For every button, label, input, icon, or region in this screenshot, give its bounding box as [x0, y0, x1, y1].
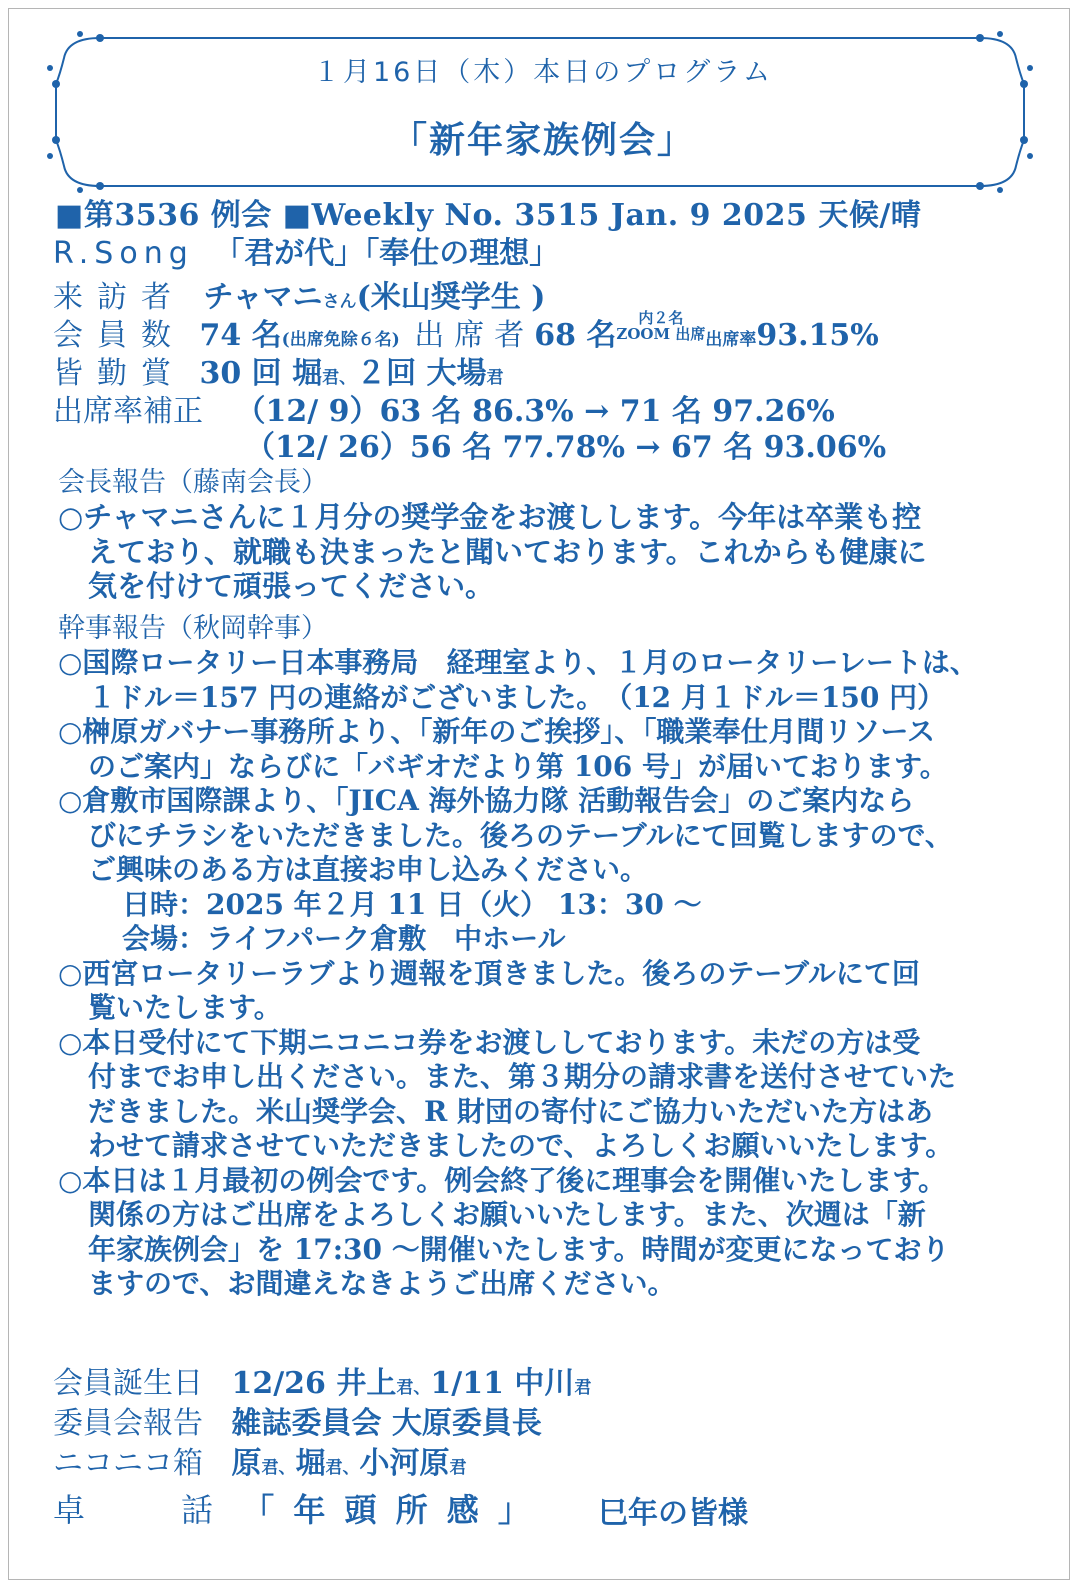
attendees-count: 68 名	[534, 318, 617, 353]
correction-row-1	[53, 394, 835, 430]
nikoniko-1: 原	[231, 1446, 262, 1481]
perfect-row	[53, 356, 504, 396]
members-count: 74 名	[199, 318, 282, 353]
song-label: R.Song	[53, 236, 194, 271]
visitor-row	[53, 280, 545, 320]
secretary-line: 付までお申し出ください。また、第３期分の請求書を送付させていた	[88, 1060, 957, 1093]
nikoniko-label: ニコニコ箱	[53, 1446, 203, 1481]
secretary-line: わせて請求させていただきましたので、よろしくお願いいたします。	[88, 1129, 954, 1162]
members-row	[53, 309, 879, 358]
secretary-line: びにチラシをいただきました。後ろのテーブルにて回覧しますので、	[88, 818, 953, 852]
nikoniko-3: 小河原	[359, 1446, 450, 1481]
president-line: ○チャマニさんに１月分の奨学金をお渡しします。今年は卒業も控	[58, 500, 922, 534]
speech-row	[53, 1490, 534, 1530]
secretary-line: 年家族例会」を 17:30 ～開催いたします。時間が変更になっており	[88, 1232, 950, 1266]
event-venue: 会場：ライフパーク倉敷 中ホール	[122, 922, 566, 955]
birthday-b: 1/11 中川	[430, 1366, 575, 1401]
secretary-line: 覧いたします。	[88, 991, 282, 1024]
visitor-note: (米山奨学生 )	[356, 280, 546, 315]
nikoniko-1-suffix: 君、	[261, 1458, 296, 1478]
secretary-line: ますので、お間違えなきようご出席ください。	[88, 1267, 676, 1300]
zoom-note	[616, 310, 705, 342]
secretary-line: だきました。米山奨学会、R 財団の寄付にご協力いただいた方はあ	[88, 1094, 934, 1128]
program-line: １月16日（木）本日のプログラム	[312, 57, 774, 88]
secretary-line: ○倉敷市国際課より、「JICA 海外協力隊 活動報告会」のご案内なら	[58, 784, 915, 817]
birthday-row	[53, 1366, 591, 1406]
secretary-line: のご案内」ならびに「バギオだより第 106 号」が届いております。	[88, 749, 948, 783]
nikoniko-row	[53, 1446, 466, 1486]
attendees-label: 出席者	[414, 318, 535, 353]
nikoniko-3-suffix: 君	[449, 1458, 467, 1478]
president-line: えており、就職も決まったと聞いております。これからも健康に	[88, 534, 927, 569]
secretary-line: 関係の方はご出席をよろしくお願いいたします。また、次週は「新	[88, 1198, 926, 1231]
committee-label: 委員会報告	[53, 1406, 203, 1441]
visitor-name: チャマニ	[203, 280, 323, 315]
president-line: 気を付けて頑張ってください。	[88, 569, 495, 603]
visitor-label: 来訪者	[53, 280, 185, 315]
secretary-line: １ドル＝157 円の連絡がございました。 （12 月１ドル＝150 円）	[88, 680, 946, 714]
song-row	[53, 236, 559, 272]
speech-sub: 巳年の皆様	[598, 1496, 748, 1531]
president-heading: 会長報告（藤南会長）	[58, 467, 328, 498]
secretary-line: ご興味のある方は直接お申し込みください。	[88, 853, 649, 886]
perfect-a: 30 回 堀	[199, 356, 323, 391]
members-note: (出席免除６名)	[281, 330, 400, 350]
birthday-b-suffix: 君	[574, 1378, 592, 1398]
visitor-honorific: さん	[322, 292, 357, 312]
perfect-label: 皆勤賞	[53, 356, 185, 391]
speech-label-a: 卓	[53, 1491, 86, 1529]
correction-label: 出席率補正	[53, 394, 203, 429]
birthday-a: 12/26 井上	[231, 1366, 397, 1401]
correction-1: （12/ 9）63 名 86.3% → 71 名 97.26%	[235, 394, 835, 429]
secretary-line: ○西宮ロータリーラブより週報を頂きました。後ろのテーブルにて回	[58, 956, 920, 990]
secretary-line: ○本日受付にて下期ニコニコ券をお渡ししております。未だの方は受	[58, 1025, 921, 1059]
event-date: 日時：2025 年２月 11 日（火） 13：30 ～	[122, 887, 702, 921]
secretary-heading: 幹事報告（秋岡幹事）	[58, 613, 328, 644]
song-value: 「君が代」「奉仕の理想」	[214, 236, 560, 271]
perfect-b-suffix: 君	[486, 368, 504, 388]
committee-row	[53, 1406, 542, 1442]
zoom-note-top: 内２名	[638, 309, 684, 327]
secretary-line: ○本日は１月最初の例会です。例会終了後に理事会を開催いたします。	[58, 1163, 946, 1197]
nikoniko-2: 堀	[295, 1446, 326, 1481]
zoom-note-bottom: ZOOM 出席	[616, 325, 706, 343]
correction-2: （12/ 26）56 名 77.78% → 67 名 93.06%	[245, 430, 887, 465]
rate-label: 出席率	[705, 330, 757, 350]
president-body	[58, 500, 1058, 604]
birthday-label: 会員誕生日	[53, 1366, 203, 1401]
meeting-info-line: ■第3536 例会 ■Weekly No. 3515 Jan. 9 2025 天候/晴	[55, 198, 922, 233]
speech-label-b: 話	[181, 1491, 214, 1529]
secretary-line: ○国際ロータリー日本事務局 経理室より、１月のロータリーレートは、	[58, 646, 978, 679]
meeting-title: 「新年家族例会」	[390, 119, 695, 161]
committee-value: 雑誌委員会 大原委員長	[231, 1406, 542, 1441]
rate-value: 93.15%	[756, 318, 879, 353]
perfect-b: ２回 大場	[356, 356, 487, 391]
members-label: 会員数	[53, 318, 185, 353]
nikoniko-2-suffix: 君、	[325, 1458, 360, 1478]
perfect-a-suffix: 君、	[322, 368, 357, 388]
birthday-a-suffix: 君、	[396, 1378, 431, 1398]
speech-title: 「 年 頭 所 感 」	[242, 1491, 534, 1529]
secretary-body	[58, 646, 1068, 1302]
secretary-line: ○榊原ガバナー事務所より、「新年のご挨拶」、「職業奉仕月間リソース	[58, 715, 936, 748]
